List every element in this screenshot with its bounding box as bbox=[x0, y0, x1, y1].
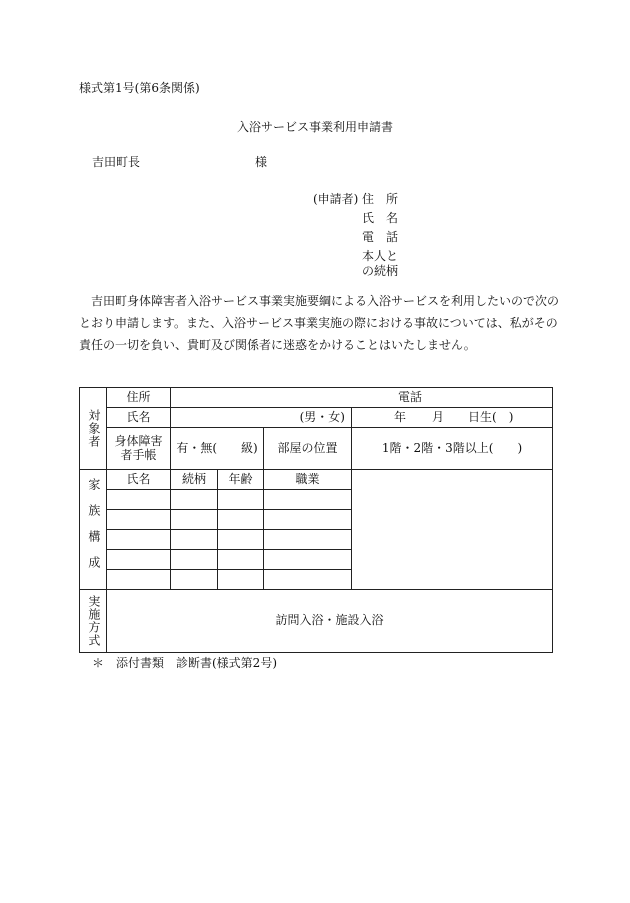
family-relation-cell[interactable] bbox=[171, 570, 218, 590]
method-header: 実施方式 bbox=[86, 595, 101, 647]
applicant-address-label: 住 所 bbox=[362, 192, 399, 206]
family-relation-cell[interactable] bbox=[171, 510, 218, 530]
family-name-cell[interactable] bbox=[107, 490, 171, 510]
family-relation-cell[interactable] bbox=[171, 490, 218, 510]
applicant-relation-label-1: 本人と bbox=[362, 249, 399, 263]
applicant-phone-label: 電 話 bbox=[362, 230, 399, 244]
family-name-cell[interactable] bbox=[107, 550, 171, 570]
family-occupation-cell[interactable] bbox=[264, 530, 352, 550]
applicant-relation-label-2: の続柄 bbox=[362, 264, 399, 278]
attachment-footnote: ＊ 添付書類 診断書(様式第2号) bbox=[92, 656, 277, 670]
form-number: 様式第1号(第6条関係) bbox=[79, 81, 200, 95]
family-occupation-cell[interactable] bbox=[264, 550, 352, 570]
subject-header: 対象者 bbox=[86, 409, 101, 448]
address-label: 住所 bbox=[107, 388, 171, 408]
family-col-occupation: 職業 bbox=[264, 470, 352, 490]
family-header-cell bbox=[80, 470, 107, 590]
family-occupation-cell[interactable] bbox=[264, 570, 352, 590]
address-phone-cell[interactable] bbox=[171, 388, 553, 408]
method-value[interactable]: 訪問入浴・施設入浴 bbox=[107, 590, 553, 653]
family-occupation-cell[interactable] bbox=[264, 490, 352, 510]
declaration-paragraph bbox=[79, 290, 560, 356]
room-value[interactable]: 1階・2階・3階以上( ) bbox=[352, 428, 553, 470]
birth-year: 年 bbox=[394, 409, 407, 424]
family-age-cell[interactable] bbox=[218, 570, 264, 590]
declaration-line: 吉田町身体障害者入浴サービス事業実施要綱による入浴サービスを利用したいので次の bbox=[91, 294, 560, 308]
addressee-name: 吉田町長 bbox=[92, 155, 141, 169]
family-age-cell[interactable] bbox=[218, 490, 264, 510]
phone-label: 電話 bbox=[398, 389, 423, 404]
family-col-relation: 続柄 bbox=[171, 470, 218, 490]
family-name-cell[interactable] bbox=[107, 570, 171, 590]
gender-option: (男・女) bbox=[299, 409, 345, 424]
birthdate-cell[interactable] bbox=[352, 408, 553, 428]
family-age-cell[interactable] bbox=[218, 530, 264, 550]
name-label: 氏名 bbox=[107, 408, 171, 428]
family-col-age: 年齢 bbox=[218, 470, 264, 490]
family-name-cell[interactable] bbox=[107, 530, 171, 550]
name-gender-cell[interactable] bbox=[171, 408, 352, 428]
family-header: 家族構成 bbox=[86, 477, 101, 582]
application-table bbox=[79, 387, 553, 653]
family-relation-cell[interactable] bbox=[171, 530, 218, 550]
document-title: 入浴サービス事業利用申請書 bbox=[236, 120, 393, 134]
declaration-line: とおり申請します。また、入浴サービス事業実施の際における事故については、私がその bbox=[79, 316, 558, 330]
family-col-name: 氏名 bbox=[107, 470, 171, 490]
declaration-line: 責任の一切を負い、貴町及び関係者に迷惑をかけることはいたしません。 bbox=[79, 338, 476, 352]
birth-day: 日生( ) bbox=[468, 409, 514, 424]
room-label: 部屋の位置 bbox=[264, 428, 352, 470]
applicant-name-label: 氏 名 bbox=[362, 211, 399, 225]
family-relation-cell[interactable] bbox=[171, 550, 218, 570]
family-age-cell[interactable] bbox=[218, 510, 264, 530]
family-occupation-cell[interactable] bbox=[264, 510, 352, 530]
birth-month: 月 bbox=[432, 409, 445, 424]
family-age-cell[interactable] bbox=[218, 550, 264, 570]
handbook-value[interactable]: 有・無( 級) bbox=[171, 428, 264, 470]
applicant-label: (申請者) bbox=[313, 192, 359, 206]
family-name-cell[interactable] bbox=[107, 510, 171, 530]
method-header-cell bbox=[80, 590, 107, 653]
family-blank-area bbox=[352, 470, 553, 590]
addressee-honorific: 様 bbox=[255, 155, 268, 169]
subject-header-cell bbox=[80, 388, 107, 470]
handbook-label: 身体障害者手帳 bbox=[107, 428, 171, 470]
